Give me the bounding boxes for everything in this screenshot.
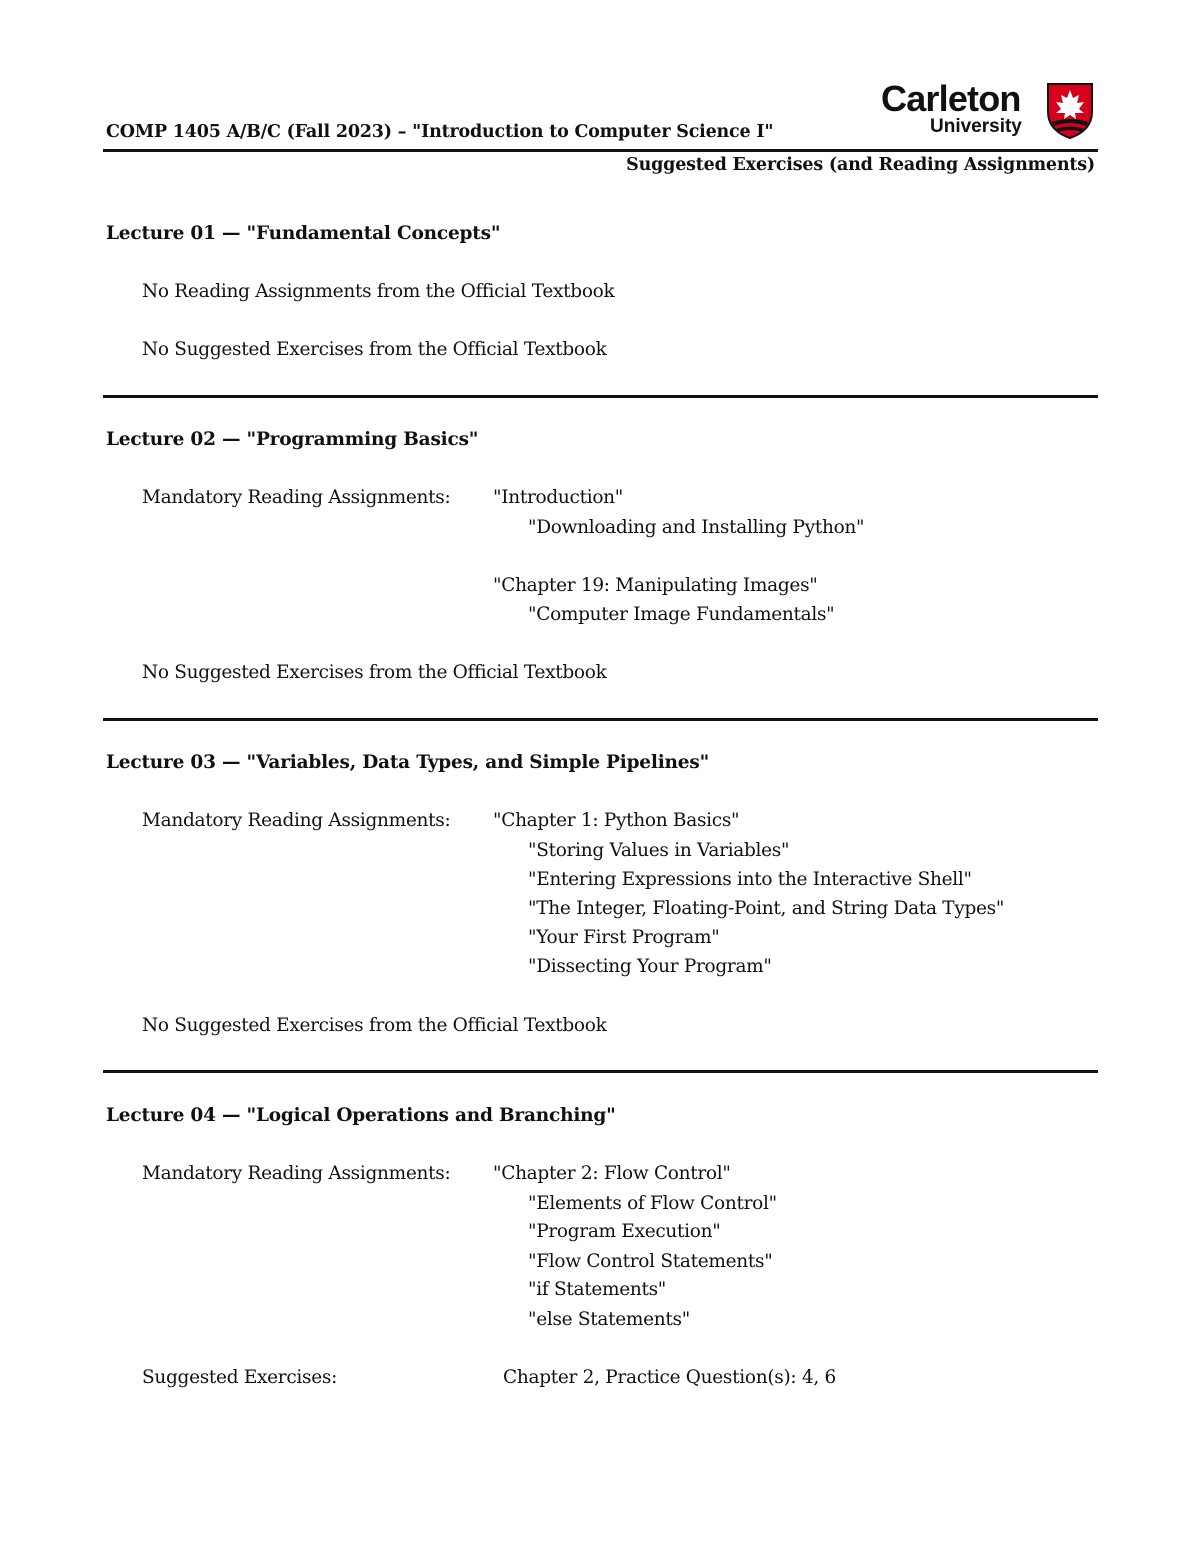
lecture-01-heading: Lecture 01 — "Fundamental Concepts"	[106, 223, 501, 244]
header-rule	[103, 149, 1098, 152]
lecture-03-reading-section: "Your First Program"	[528, 927, 720, 948]
logo-wordmark: Carleton	[881, 78, 1021, 119]
lecture-04-heading: Lecture 04 — "Logical Operations and Branching"	[106, 1105, 616, 1126]
lecture-01-exercises-note: No Suggested Exercises from the Official Textbook	[142, 339, 607, 360]
lecture-03-reading-label: Mandatory Reading Assignments:	[142, 810, 451, 831]
lecture-04-exercises-value: Chapter 2, Practice Question(s): 4, 6	[503, 1367, 836, 1388]
lecture-02-reading-chapter: "Introduction"	[493, 487, 623, 508]
lecture-02-heading: Lecture 02 — "Programming Basics"	[106, 429, 479, 450]
lecture-03-reading-section: "Entering Expressions into the Interactive Shell"	[528, 869, 972, 890]
lecture-02-reading-chapter: "Chapter 19: Manipulating Images"	[493, 575, 818, 596]
lecture-03-reading-section: "Storing Values in Variables"	[528, 840, 790, 861]
lecture-04-reading-chapter: "Chapter 2: Flow Control"	[493, 1163, 731, 1184]
lecture-04-exercises-label: Suggested Exercises:	[142, 1367, 337, 1388]
lecture-04-reading-label: Mandatory Reading Assignments:	[142, 1163, 451, 1184]
lecture-02-reading-label: Mandatory Reading Assignments:	[142, 487, 451, 508]
carleton-shield-icon	[1046, 82, 1094, 140]
lecture-04-reading-section: "Elements of Flow Control"	[528, 1193, 777, 1214]
lecture-01-reading-note: No Reading Assignments from the Official Textbook	[142, 281, 615, 302]
lecture-03-heading: Lecture 03 — "Variables, Data Types, and Simple Pipelines"	[106, 752, 710, 773]
lecture-03-exercises-note: No Suggested Exercises from the Official Textbook	[142, 1015, 607, 1036]
lecture-04-reading-section: "Flow Control Statements"	[528, 1251, 773, 1272]
course-title: COMP 1405 A/B/C (Fall 2023) – "Introduction to Computer Science I"	[106, 122, 774, 142]
section-divider	[103, 1070, 1098, 1073]
lecture-03-reading-section: "Dissecting Your Program"	[528, 956, 772, 977]
lecture-04-reading-section: "else Statements"	[528, 1309, 690, 1330]
section-divider	[103, 718, 1098, 721]
document-subtitle: Suggested Exercises (and Reading Assignments)	[626, 155, 1095, 175]
lecture-04-reading-section: "if Statements"	[528, 1279, 667, 1300]
lecture-02-exercises-note: No Suggested Exercises from the Official Textbook	[142, 662, 607, 683]
section-divider	[103, 395, 1098, 398]
lecture-03-reading-section: "The Integer, Floating-Point, and String Data Types"	[528, 898, 1005, 919]
lecture-02-reading-section: "Downloading and Installing Python"	[528, 517, 865, 538]
logo-subtitle: University	[930, 116, 1022, 137]
lecture-02-reading-section: "Computer Image Fundamentals"	[528, 604, 835, 625]
lecture-03-reading-chapter: "Chapter 1: Python Basics"	[493, 810, 740, 831]
lecture-04-reading-section: "Program Execution"	[528, 1221, 721, 1242]
